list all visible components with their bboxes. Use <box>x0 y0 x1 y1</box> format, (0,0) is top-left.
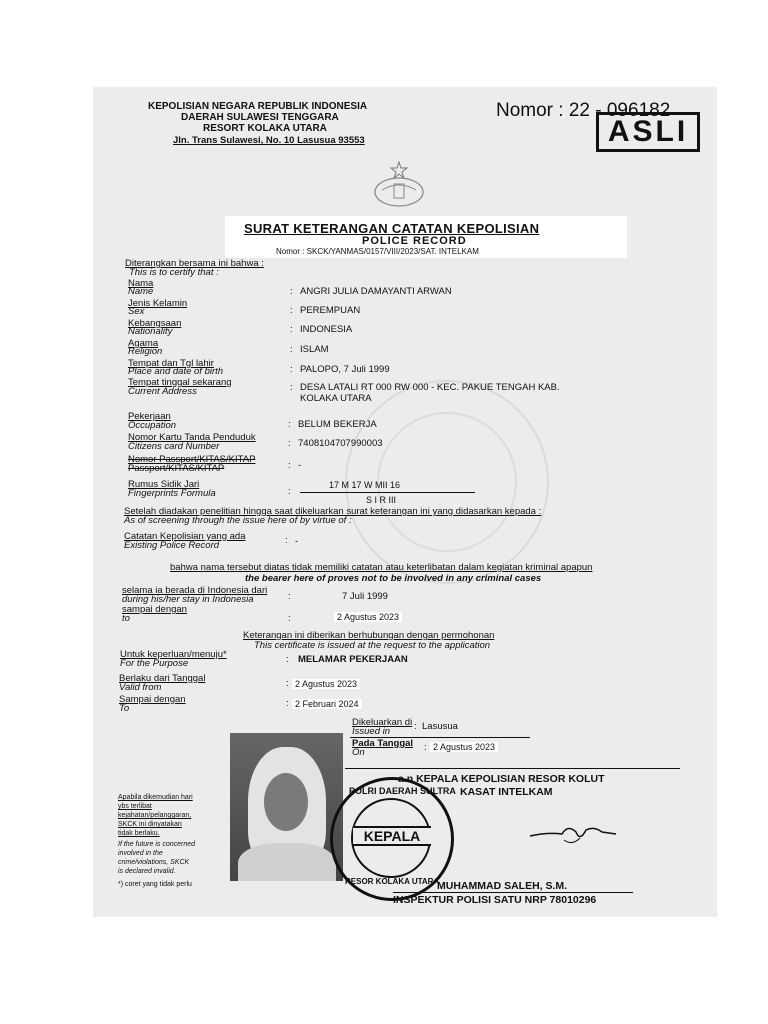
seal-bottom-text: RESOR KOLAKA UTARA <box>345 877 440 886</box>
note-id-3: kejahatan/pelanggaran, <box>118 812 192 819</box>
police-emblem-icon <box>370 160 428 208</box>
field-fingerprint-label-en: Fingerprints Formula <box>128 488 216 499</box>
field-passport-label-id: Nomor Passport/KITAS/KITAP <box>128 454 256 465</box>
stay-from-value: 7 Juli 1999 <box>342 591 388 602</box>
field-fingerprint-value: 17 M 17 W MII 16 <box>329 480 401 490</box>
official-seal <box>330 777 454 901</box>
field-sex-label-id: Jenis Kelamin <box>128 298 188 309</box>
note-en-2: involved in the <box>118 850 163 857</box>
note-id-5: tidak berlaku. <box>118 830 160 837</box>
issued-on-label-id: Pada Tanggal <box>352 738 414 749</box>
field-religion-label-id: Agama <box>128 338 159 349</box>
issued-in-value: Lasusua <box>422 721 458 732</box>
note-id-4: SKCK ini dinyatakan <box>118 821 182 828</box>
existing-record-label-id: Catatan Kepolisian yang ada <box>124 531 246 542</box>
field-passport-value: - <box>298 460 302 471</box>
footnote: *) coret yang tidak perlu <box>118 881 192 888</box>
colon: : <box>288 419 291 430</box>
certify-label-id: Diterangkan bersama ini bahwa : <box>125 258 264 269</box>
reference-number: Nomor : SKCK/YANMAS/0157/VIII/2023/SAT. INTELKAM <box>276 247 479 256</box>
field-nationality-label-id: Kebangsaan <box>128 318 182 329</box>
request-en: This certificate is issued at the request to the application <box>254 640 491 651</box>
fingerprint-underline <box>300 492 475 493</box>
valid-from-value: 2 Agustus 2023 <box>292 679 360 689</box>
document-title: SURAT KETERANGAN CATATAN KEPOLISIAN <box>244 221 540 236</box>
colon: : <box>288 613 291 624</box>
field-occupation-label-en: Occupation <box>128 420 177 431</box>
holder-photo <box>230 733 343 881</box>
valid-to-label-en: To <box>119 703 130 714</box>
field-nationality-value: INDONESIA <box>300 324 353 335</box>
header-institution: KEPOLISIAN NEGARA REPUBLIK INDONESIA <box>148 101 368 112</box>
signatory-unit: KASAT INTELKAM <box>460 786 553 798</box>
asli-stamp: ASLI <box>596 112 700 152</box>
colon: : <box>286 698 289 709</box>
field-birth-label-id: Tempat dan Tgl lahir <box>128 358 214 369</box>
field-passport-label-en: Passport/KITAS/KITAP <box>128 463 225 474</box>
screening-label-en: As of screening through the issue here of by virtue of : <box>124 515 352 526</box>
screening-label-id: Setelah diadakan penelitian hingga saat dikeluarkan surat keterangan ini yang didasarkan kepada : <box>124 506 542 517</box>
field-address-value: DESA LATALI RT 000 RW 000 - KEC. PAKUE TENGAH KAB. <box>300 382 560 393</box>
note-id-2: ybs terlibat <box>118 803 152 810</box>
request-id: Keterangan ini diberikan berhubungan dengan permohonan <box>243 630 495 641</box>
signatory-line <box>345 768 680 769</box>
seal-center-text: KEPALA <box>353 826 431 846</box>
field-id-card-label-en: Citizens card Number <box>128 441 220 452</box>
stay-from-label-en: during his/her stay in Indonesia <box>122 594 254 605</box>
colon: : <box>288 460 291 471</box>
signatory-on-behalf: a.n KEPALA KEPOLISIAN RESOR KOLUT <box>398 773 605 785</box>
field-id-card-value: 7408104707990003 <box>298 438 383 449</box>
field-religion-label-en: Religion <box>128 346 163 357</box>
field-sex-value: PEREMPUAN <box>300 305 361 316</box>
field-address-label-id: Tempat tinggal sekarang <box>128 377 232 388</box>
colon: : <box>424 742 427 753</box>
document-number: Nomor : 22 - 096182 <box>496 100 671 121</box>
header-region: DAERAH SULAWESI TENGGARA <box>181 112 339 123</box>
document-subtitle: POLICE RECORD <box>362 235 467 247</box>
colon: : <box>288 591 291 602</box>
field-name-value: ANGRI JULIA DAMAYANTI ARWAN <box>300 286 452 297</box>
colon: : <box>290 382 293 393</box>
statement-id: bahwa nama tersebut diatas tidak memiliki catatan atau keterlibatan dalam kegiatan kriminal apapun <box>170 562 593 573</box>
colon: : <box>290 324 293 335</box>
field-name-label-en: Name <box>128 286 154 297</box>
field-nationality-label-en: Nationality <box>128 326 173 337</box>
field-fingerprint-label-id: Rumus Sidik Jari <box>128 479 200 490</box>
issued-on-value: 2 Agustus 2023 <box>430 742 498 752</box>
certify-label-en: This is to certify that : <box>129 267 219 278</box>
colon: : <box>288 486 291 497</box>
stay-to-label-id: sampai dengan <box>122 604 187 615</box>
field-address-value-line2: KOLAKA UTARA <box>300 393 372 404</box>
issued-in-label-id: Dikeluarkan di <box>352 717 413 728</box>
colon: : <box>290 305 293 316</box>
field-fingerprint-value-line2: S I R III <box>366 495 397 505</box>
field-occupation-label-id: Pekerjaan <box>128 411 171 422</box>
field-birth-label-en: Place and date of birth <box>128 366 224 377</box>
colon: : <box>288 438 291 449</box>
colon: : <box>414 721 417 732</box>
header-address: Jln. Trans Sulawesi, No. 10 Lasusua 93553 <box>173 135 365 146</box>
valid-from-label-en: Valid from <box>119 682 162 693</box>
field-occupation-value: BELUM BEKERJA <box>298 419 377 430</box>
stay-from-label-id: selama ia berada di Indonesia dari <box>122 585 268 596</box>
note-en-1: If the future is concerned <box>118 841 196 848</box>
valid-from-label-id: Berlaku dari Tanggal <box>119 673 206 684</box>
colon: : <box>286 654 289 665</box>
field-religion-value: ISLAM <box>300 344 329 355</box>
statement-en: the bearer here of proves not to be involved in any criminal cases <box>245 573 542 584</box>
header-resort: RESORT KOLAKA UTARA <box>203 123 327 134</box>
issued-on-label-en: On <box>352 747 365 758</box>
note-id-1: Apabila dikemudian hari <box>118 794 193 801</box>
field-name-label-id: Nama <box>128 278 154 289</box>
existing-record-value: - <box>295 536 299 547</box>
colon: : <box>290 286 293 297</box>
colon: : <box>285 535 288 546</box>
signature-icon <box>528 818 618 848</box>
colon: : <box>290 364 293 375</box>
purpose-label-id: Untuk keperluan/menuju* <box>120 649 227 660</box>
purpose-label-en: For the Purpose <box>120 658 189 669</box>
colon: : <box>286 678 289 689</box>
issued-in-label-en: Issued in <box>352 726 391 737</box>
field-address-label-en: Current Address <box>128 386 197 397</box>
purpose-value: MELAMAR PEKERJAAN <box>298 654 408 665</box>
note-en-4: is declared invalid. <box>118 868 176 875</box>
existing-record-label-en: Existing Police Record <box>124 540 220 551</box>
field-sex-label-en: Sex <box>128 306 145 317</box>
note-en-3: crime/violations, SKCK <box>118 859 190 866</box>
field-id-card-label-id: Nomor Kartu Tanda Penduduk <box>128 432 256 443</box>
valid-to-label-id: Sampai dengan <box>119 694 186 705</box>
valid-to-value: 2 Februari 2024 <box>292 699 362 709</box>
stay-to-label-en: to <box>122 613 130 624</box>
field-birth-value: PALOPO, 7 Juli 1999 <box>300 364 390 375</box>
stay-to-value: 2 Agustus 2023 <box>334 612 402 622</box>
colon: : <box>290 344 293 355</box>
signatory-name: MUHAMMAD SALEH, S.M. <box>437 880 568 892</box>
signatory-name-line <box>393 892 633 893</box>
signatory-rank: INSPEKTUR POLISI SATU NRP 78010296 <box>393 894 597 906</box>
seal-top-text: POLRI DAERAH SULTRA <box>349 786 456 796</box>
